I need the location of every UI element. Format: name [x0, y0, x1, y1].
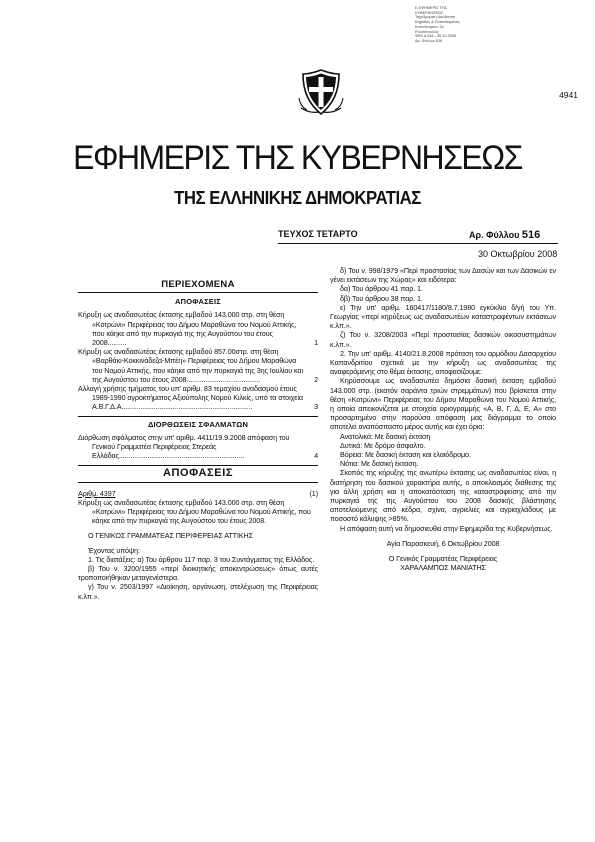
legal-basis-item: ε) Την υπ' αριθμ. 160417/1180/8.7.1980 εγκύκλιο δ/γή του Υπ. Γεωργίας «περί κηρύξεως ως αναδασωτέων καταστραφέντων εκτάσεων κ.λπ.».: [330, 302, 556, 331]
stamp-line: Αρ. Φύλλου 516: [415, 38, 443, 43]
decision-paragraph: Κηρύσσουμε ως αναδασωτέα δημόσια δασική έκταση εμβαδού 143.000 στρ. (εκατόν σαράντα τριών στρεμμάτων) που βρίσκεται στην θέση «Κοτρώνι» Περιφέρειας του Δήμου Μαραθώνα του Νομού Αττικής, η οποία απεικονίζεται με στοιχεία οριογραμμής «Α, Β, Γ, Δ, Ε, Α» στο προσαρτημένο στην παρούσα απόφαση μας διάγραμμα το οποίο αποτελεί αναπόσπαστο μέρος αυτής και έχει όρια:: [330, 376, 556, 432]
errata-entry[interactable]: [78, 433, 318, 461]
contents-entry[interactable]: [78, 347, 318, 384]
contents-entry-page: 2: [314, 374, 318, 384]
gazette-subtitle: ΤΗΣ ΕΛΛΗΝΙΚΗΣ ΔΗΜΟΚΡΑΤΙΑΣ: [174, 188, 421, 208]
place-date: Αγία Παρασκευή, 6 Οκτωβρίου 2008: [386, 538, 500, 548]
boundary-south: Νότια: Με δασική έκταση.: [340, 459, 419, 469]
legal-basis-item: δα) Του άρθρου 41 παρ. 1.: [340, 284, 423, 294]
legal-basis-item: 2. Την υπ' αριθμ. 4140/21.8.2008 πρόταση του αρμόδιου Δασαρχείου Καπανδριτίου σχετικά με την κήρυξη ως αναδασωτέας της αναφερόμενης στο θέμα έκτασης, αποφασίζουμε:: [330, 348, 556, 377]
errata-entry-text: Διόρθωση σφάλματος στην υπ' αριθμ. 4411/19.9.2008 απόφαση του Γενικού Γραμματέα Περιφέρειας Στερεάς Ελλάδας..................................................................: [78, 432, 290, 461]
stamp-line: ΦΕΚ Δ 516 - 30.10.2008: [415, 34, 457, 39]
errata-heading: ΔΙΟΡΘΩΣΕΙΣ ΣΦΑΛΜΑΤΩΝ: [147, 419, 249, 429]
left-column: [78, 280, 318, 601]
contents-entry-text: Κήρυξη ως αναδασωτέας έκτασης εμβαδού 143.000 στρ. στη θέση «Κοτρώνι» Περιφέρειας του Δήμου Μαραθώνα του Νομού Αττικής, που κάηκε από την πυρκαγιά της της Αυγούστου του έτους 2008..........: [78, 310, 297, 348]
signatory-title: Ο Γενικός Γραμματέας Περιφέρειας: [388, 554, 498, 564]
greek-coat-of-arms-icon: [297, 68, 345, 116]
decisions-subheading: ΑΠΟΦΑΣΕΙΣ: [175, 297, 221, 307]
publication-stamp: [415, 6, 495, 44]
decision-summary: Κήρυξη ως αναδασωτέας έκτασης εμβαδού 143.000 στρ. στη θέση «Κοτρώνι» Περιφέρειας του Δήμου Μαραθώνα του Νομού Αττικής, που κάηκε από την πυρκαγιά της Αυγούστου του έτους 2008.: [78, 497, 311, 526]
divider: [78, 482, 318, 483]
stamp-line: Ταχυδρομική Διεύθυνση: [415, 15, 456, 20]
legal-basis-item: 1. Τις διατάξεις: α) Του άρθρου 117 παρ. 3 του Συντάγματος της Ελλάδος.: [88, 554, 315, 564]
decisions-heading: ΑΠΟΦΑΣΕΙΣ: [162, 467, 234, 480]
stamp-line: Ε.ΕΦΗΜΕΡΙΣ ΤΗΣ: [415, 6, 447, 10]
publish-paragraph: Η απόφαση αυτή να δημοσιευθεί στην Εφημερίδα της Κυβερνήσεως.: [340, 523, 553, 533]
right-column: [330, 266, 556, 573]
legal-basis-item: δβ) Του άρθρου 38 παρ. 1.: [340, 293, 423, 303]
decision-header: [78, 489, 318, 498]
stamp-line: Κηφισίας & Παπαδιαμάντη: [415, 20, 460, 25]
contents-entry-page: 3: [314, 402, 318, 412]
stamp-line: Καποδιστρίου 34: [415, 24, 444, 29]
legal-basis-item: γ) Του ν. 2503/1997 «Διοίκηση, οργάνωση, στελέχωση της Περιφέρειας κ.λπ.».: [78, 582, 318, 601]
legal-basis-item: β) Του ν. 3200/1955 «περί διοικητικής αποκεντρώσεως» όπως αυτές τροποποιήθηκαν μεταγενέστερα.: [78, 564, 318, 583]
purpose-paragraph: Σκοπός της κήρυξης της ανωτέρω έκτασης ως αναδασωτέας είναι, η διατήρηση του δασικού χαρακτήρα αυτής, ο αποκλεισμός διάθεσης της για άλλη χρήση και η αποκατάσταση της καταστραφείσης από την πυρκαγιά της της Αυγούστου του 2008 δασικής βλάστησης αποτελούμενης από κέδρα, σχίνα, αγριελιές και αγριαχλάδους με ποσοστό κάλυψης >85%.: [330, 468, 556, 524]
contents-entry-page: 1: [314, 338, 318, 348]
stamp-line: ΚΥΒΕΡΝΗΣΕΩΣ: [415, 10, 444, 15]
contents-heading: ΠΕΡΙΕΧΟΜΕΝΑ: [161, 279, 235, 290]
stamp-line: Ρουσόπουλος: [415, 29, 439, 34]
signatory-name: ΧΑΡΑΛΑΜΠΟΣ ΜΑΝΙΑΤΗΣ: [400, 563, 486, 573]
legal-basis-item: ζ) Του ν. 3208/2003 «Περί προστασίας δασικών οικοσυστημάτων κ.λπ.».: [330, 330, 556, 349]
header-rule: [278, 243, 558, 244]
having-regard: Έχοντας υπόψη:: [88, 545, 140, 555]
boundary-east: Ανατολικά: Με δασική έκταση: [340, 431, 431, 441]
sheet-number-label: Αρ. Φύλλου: [469, 230, 520, 240]
issue-label: ΤΕΥΧΟΣ ΤΕΤΑΡΤΟ: [278, 229, 358, 239]
contents-entry-text: Αλλαγή χρήσης τμήματος του υπ' αριθμ. 83 τεμαχίου αναδασμού έτους 1989-1990 αγροκτήματος Αξιούπολης Νομού Κιλκίς, υπό τα στοιχεία Α.Β.Γ.Δ.Α.....................................................................: [78, 384, 303, 412]
gazette-title: ΕΦΗΜΕΡΙΣ ΤΗΣ ΚΥΒΕΡΝΗΣΕΩΣ: [73, 139, 522, 177]
contents-entry[interactable]: [78, 384, 318, 412]
sheet-number-value: 516: [521, 229, 541, 241]
contents-entry-text: Κήρυξη ως αναδασωτέας έκτασης εμβαδού 857.00στρ. στη θέση «Βαρθάκι-Κοκκινάδεζα-Μπέη» Περιφέρειας του Δήμου Μαραθώνα του Νομού Αττικής, που κάηκε από την πυρκαγιά της 3ης Ιουλίου και της Αυγούστου του έτους 2008.......................................: [78, 347, 303, 384]
boundary-west: Δυτικά: Με δρόμο άσφαλτο.: [340, 440, 426, 450]
divider: [78, 416, 318, 417]
errata-entry-page: 4: [314, 451, 318, 461]
page-number: 4941: [559, 90, 578, 100]
decision-authority: Ο ΓΕΝΙΚΟΣ ΓΡΑΜΜΑΤΕΑΣ ΠΕΡΙΦΕΡΕΙΑΣ ΑΤΤΙΚΗΣ: [88, 531, 253, 541]
divider: [78, 465, 318, 466]
legal-basis-item: δ) Του ν. 998/1979 «Περί προστασίας των Δασών και των Δασικών εν γένει εκτάσεων της Χώρας» και ειδότερα:: [330, 266, 556, 285]
issue-date: 30 Οκτωβρίου 2008: [478, 249, 558, 259]
decision-ref: (1): [309, 488, 318, 498]
divider: [78, 292, 318, 293]
sheet-number: [469, 229, 540, 241]
boundary-north: Βόρεια: Με δασική έκταση και ελαιόδρομο.: [340, 450, 471, 460]
contents-entry[interactable]: [78, 310, 318, 347]
decision-number: Αριθμ. 4397: [78, 488, 116, 498]
